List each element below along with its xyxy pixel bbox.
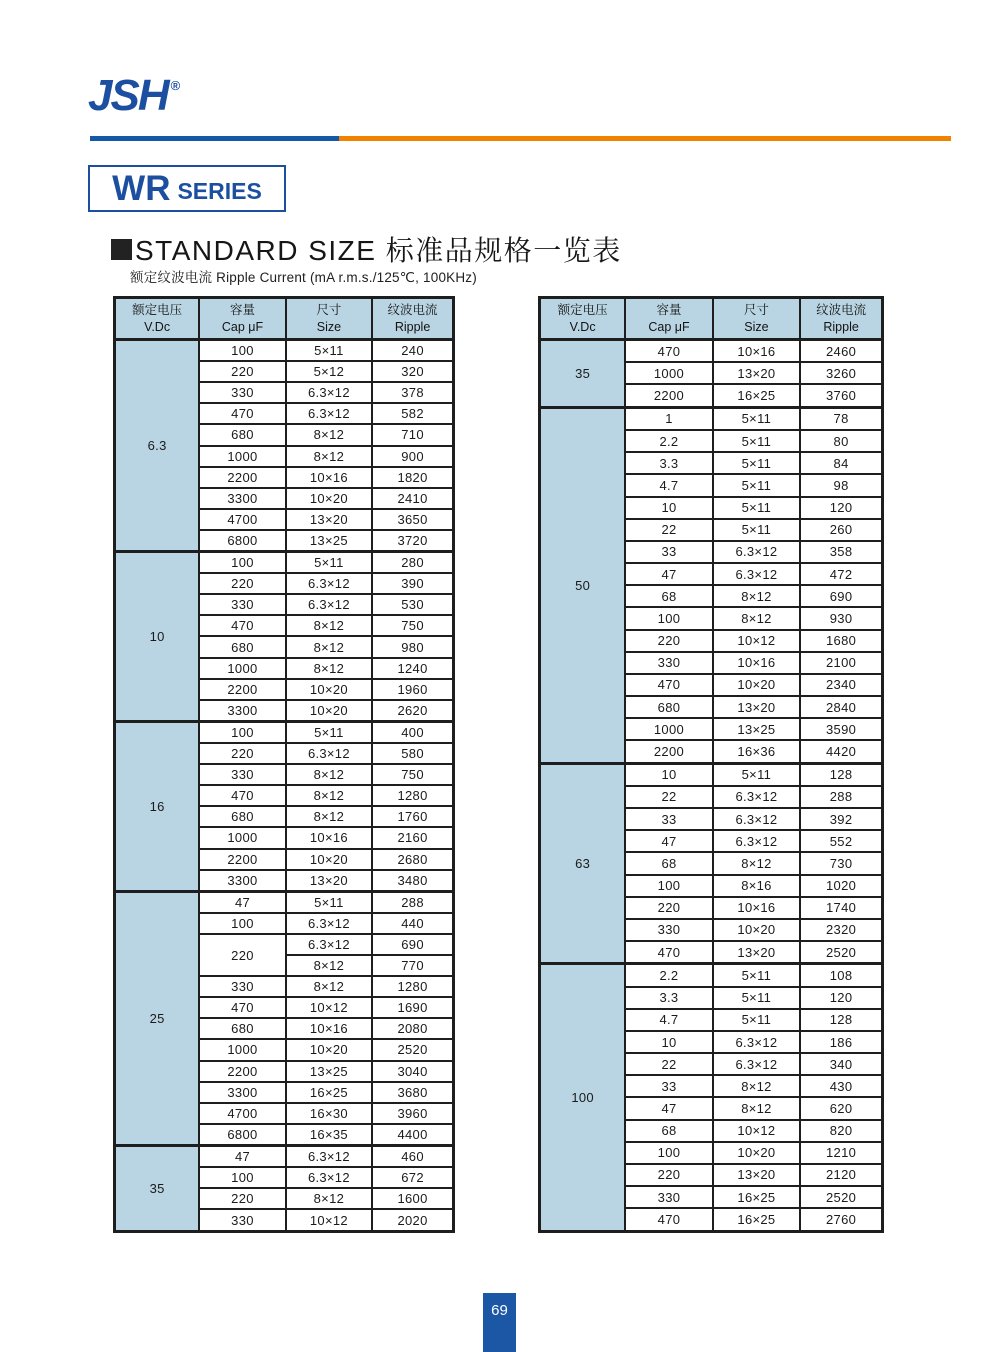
size-cell: 8×12 [286, 424, 372, 445]
ripple-cell: 2100 [800, 652, 882, 674]
ripple-cell: 472 [800, 563, 882, 585]
ripple-cell: 320 [372, 361, 453, 382]
registered-mark-icon: ® [170, 78, 181, 93]
cap-cell: 4.7 [625, 474, 712, 496]
ripple-cell: 2840 [800, 696, 882, 718]
size-cell: 10×12 [286, 997, 372, 1018]
page-title-text: STANDARD SIZE 标准品规格一览表 [135, 235, 622, 266]
ripple-cell: 1600 [372, 1188, 453, 1209]
cap-cell: 33 [625, 541, 712, 563]
size-cell: 6.3×12 [286, 573, 372, 594]
ripple-cell: 280 [372, 552, 453, 574]
ripple-cell: 620 [800, 1097, 882, 1119]
ripple-cell: 3590 [800, 718, 882, 740]
table-row [540, 407, 883, 430]
size-cell: 10×20 [286, 679, 372, 700]
size-cell: 6.3×12 [713, 563, 800, 585]
size-cell: 13×25 [286, 530, 372, 552]
table-row [115, 1145, 454, 1167]
size-cell: 10×16 [713, 897, 800, 919]
cap-cell: 2200 [199, 1061, 285, 1082]
ripple-cell: 3650 [372, 509, 453, 530]
ripple-cell: 690 [372, 934, 453, 955]
cap-cell: 470 [625, 674, 712, 696]
cap-cell: 100 [199, 721, 285, 743]
ripple-cell: 1820 [372, 467, 453, 488]
size-cell: 10×20 [286, 1039, 372, 1060]
cap-cell: 330 [199, 976, 285, 997]
size-cell: 6.3×12 [286, 382, 372, 403]
voltage-cell: 63 [540, 763, 626, 964]
series-name: WR [112, 169, 171, 208]
ripple-cell: 4420 [800, 740, 882, 763]
size-cell: 10×12 [713, 630, 800, 652]
jsh-logo [88, 71, 181, 120]
cap-cell: 330 [625, 919, 712, 941]
ripple-cell: 440 [372, 913, 453, 934]
cap-cell: 330 [625, 1186, 712, 1208]
cap-cell: 330 [199, 382, 285, 403]
ripple-cell: 1960 [372, 679, 453, 700]
size-cell: 10×20 [713, 674, 800, 696]
ripple-cell: 2320 [800, 919, 882, 941]
column-header: 容量 Cap μF [625, 298, 712, 340]
cap-cell: 100 [199, 1167, 285, 1188]
cap-cell: 1000 [199, 827, 285, 848]
page-number: 69 [483, 1293, 516, 1352]
cap-cell: 2200 [199, 849, 285, 870]
size-cell: 5×11 [713, 763, 800, 786]
size-cell: 6.3×12 [286, 594, 372, 615]
size-cell: 6.3×12 [286, 1145, 372, 1167]
ripple-cell: 2520 [800, 1186, 882, 1208]
ripple-cell: 2020 [372, 1209, 453, 1231]
ripple-cell: 80 [800, 430, 882, 452]
size-cell: 16×25 [286, 1082, 372, 1103]
ripple-cell: 820 [800, 1120, 882, 1142]
size-cell: 6.3×12 [286, 913, 372, 934]
ripple-cell: 4400 [372, 1124, 453, 1146]
size-cell: 6.3×12 [713, 541, 800, 563]
voltage-cell: 16 [115, 721, 200, 891]
column-header: 纹波电流 Ripple [372, 298, 453, 340]
ripple-cell: 1280 [372, 976, 453, 997]
size-cell: 8×12 [286, 806, 372, 827]
ripple-cell: 3760 [800, 384, 882, 407]
cap-cell: 47 [625, 1097, 712, 1119]
column-header: 容量 Cap μF [199, 298, 285, 340]
cap-cell: 10 [625, 763, 712, 786]
cap-cell: 1000 [199, 1039, 285, 1060]
size-cell: 10×16 [713, 652, 800, 674]
cap-cell: 4.7 [625, 1009, 712, 1031]
table-row [540, 763, 883, 786]
cap-cell: 3300 [199, 488, 285, 509]
cap-cell: 3300 [199, 700, 285, 722]
cap-cell: 68 [625, 852, 712, 874]
ripple-cell: 128 [800, 763, 882, 786]
cap-cell: 10 [625, 497, 712, 519]
ripple-cell: 1690 [372, 997, 453, 1018]
cap-cell: 6800 [199, 1124, 285, 1146]
cap-cell: 680 [625, 696, 712, 718]
cap-cell: 330 [199, 1209, 285, 1231]
ripple-cell: 392 [800, 808, 882, 830]
ripple-cell: 288 [800, 786, 882, 808]
cap-cell: 33 [625, 1075, 712, 1097]
cap-cell: 470 [625, 1208, 712, 1231]
size-cell: 8×12 [286, 446, 372, 467]
page-title [111, 229, 622, 269]
size-cell: 5×11 [713, 497, 800, 519]
size-cell: 8×12 [713, 585, 800, 607]
ripple-cell: 980 [372, 636, 453, 657]
voltage-cell: 10 [115, 552, 200, 722]
cap-cell: 680 [199, 424, 285, 445]
size-cell: 10×16 [286, 827, 372, 848]
cap-cell: 470 [625, 941, 712, 964]
size-cell: 8×12 [286, 785, 372, 806]
column-header: 尺寸 Size [286, 298, 372, 340]
cap-cell: 1000 [199, 658, 285, 679]
cap-cell: 4700 [199, 509, 285, 530]
size-cell: 8×12 [713, 852, 800, 874]
cap-cell: 2.2 [625, 430, 712, 452]
cap-cell: 47 [625, 563, 712, 585]
cap-cell: 470 [199, 785, 285, 806]
ripple-cell: 2680 [372, 849, 453, 870]
header-row [540, 298, 883, 340]
size-cell: 10×16 [286, 1018, 372, 1039]
size-cell: 5×11 [713, 964, 800, 987]
size-cell: 10×20 [713, 1142, 800, 1164]
size-cell: 5×11 [286, 891, 372, 913]
size-cell: 8×12 [713, 1097, 800, 1119]
size-cell: 13×25 [713, 718, 800, 740]
voltage-cell: 6.3 [115, 340, 200, 552]
size-cell: 16×35 [286, 1124, 372, 1146]
size-cell: 5×11 [286, 721, 372, 743]
ripple-cell: 460 [372, 1145, 453, 1167]
cap-cell: 68 [625, 585, 712, 607]
size-cell: 6.3×12 [713, 1053, 800, 1075]
ripple-cell: 2340 [800, 674, 882, 696]
size-cell: 16×25 [713, 1186, 800, 1208]
ripple-cell: 98 [800, 474, 882, 496]
ripple-cell: 288 [372, 891, 453, 913]
size-cell: 8×16 [713, 875, 800, 897]
size-cell: 5×11 [713, 430, 800, 452]
ripple-cell: 430 [800, 1075, 882, 1097]
ripple-cell: 2080 [372, 1018, 453, 1039]
ripple-cell: 400 [372, 721, 453, 743]
ripple-cell: 1760 [372, 806, 453, 827]
size-cell: 5×12 [286, 361, 372, 382]
ripple-cell: 3260 [800, 362, 882, 384]
voltage-cell: 35 [115, 1145, 200, 1231]
cap-cell: 680 [199, 806, 285, 827]
size-cell: 13×20 [713, 362, 800, 384]
ripple-cell: 1020 [800, 875, 882, 897]
size-cell: 16×25 [713, 384, 800, 407]
table-row [540, 340, 883, 363]
cap-cell: 680 [199, 636, 285, 657]
cap-cell: 68 [625, 1120, 712, 1142]
ripple-cell: 390 [372, 573, 453, 594]
size-cell: 10×12 [286, 1209, 372, 1231]
ripple-cell: 128 [800, 1009, 882, 1031]
cap-cell: 3300 [199, 1082, 285, 1103]
size-cell: 6.3×12 [713, 830, 800, 852]
cap-cell: 680 [199, 1018, 285, 1039]
cap-cell: 2200 [199, 467, 285, 488]
voltage-cell: 50 [540, 407, 626, 763]
ripple-cell: 1240 [372, 658, 453, 679]
cap-cell: 22 [625, 1053, 712, 1075]
voltage-cell: 35 [540, 340, 626, 408]
ripple-cell: 1740 [800, 897, 882, 919]
cap-cell: 330 [199, 764, 285, 785]
ripple-cell: 1280 [372, 785, 453, 806]
cap-cell: 3300 [199, 870, 285, 892]
column-header: 额定电压 V.Dc [115, 298, 200, 340]
ripple-cell: 2760 [800, 1208, 882, 1231]
cap-cell: 1000 [625, 362, 712, 384]
ripple-cell: 672 [372, 1167, 453, 1188]
cap-cell: 22 [625, 519, 712, 541]
table-row [540, 964, 883, 987]
size-cell: 5×11 [286, 340, 372, 362]
size-cell: 10×20 [286, 488, 372, 509]
size-cell: 5×11 [713, 1009, 800, 1031]
ripple-cell: 2120 [800, 1164, 882, 1186]
cap-cell: 470 [625, 340, 712, 363]
size-cell: 10×12 [713, 1120, 800, 1142]
size-cell: 5×11 [713, 407, 800, 430]
size-cell: 5×11 [713, 474, 800, 496]
header-row [115, 298, 454, 340]
cap-cell: 6800 [199, 530, 285, 552]
size-cell: 6.3×12 [286, 934, 372, 955]
ripple-cell: 2160 [372, 827, 453, 848]
table-row [115, 340, 454, 362]
ripple-cell: 260 [800, 519, 882, 541]
table-row [115, 891, 454, 913]
cap-cell: 22 [625, 786, 712, 808]
ripple-cell: 78 [800, 407, 882, 430]
cap-cell: 330 [199, 594, 285, 615]
cap-cell: 330 [625, 652, 712, 674]
ripple-cell: 120 [800, 497, 882, 519]
size-cell: 8×12 [286, 1188, 372, 1209]
cap-cell: 220 [625, 630, 712, 652]
jsh-logo-text: JSH [88, 71, 168, 120]
cap-cell: 100 [625, 875, 712, 897]
ripple-cell: 730 [800, 852, 882, 874]
ripple-cell: 358 [800, 541, 882, 563]
ripple-cell: 1680 [800, 630, 882, 652]
size-cell: 6.3×12 [713, 808, 800, 830]
series-badge [88, 165, 286, 212]
size-cell: 13×20 [286, 870, 372, 892]
size-cell: 8×12 [286, 764, 372, 785]
cap-cell: 47 [199, 891, 285, 913]
size-cell: 13×20 [713, 1164, 800, 1186]
size-cell: 6.3×12 [286, 743, 372, 764]
size-cell: 10×20 [286, 849, 372, 870]
size-cell: 5×11 [713, 987, 800, 1009]
ripple-cell: 84 [800, 452, 882, 474]
size-cell: 5×11 [286, 552, 372, 574]
cap-cell: 100 [199, 913, 285, 934]
header-divider [90, 136, 951, 141]
ripple-cell: 120 [800, 987, 882, 1009]
ripple-cell: 186 [800, 1031, 882, 1053]
ripple-cell: 1210 [800, 1142, 882, 1164]
cap-cell: 220 [199, 743, 285, 764]
size-cell: 8×12 [713, 1075, 800, 1097]
size-cell: 6.3×12 [286, 403, 372, 424]
cap-cell: 220 [625, 897, 712, 919]
size-cell: 10×20 [713, 919, 800, 941]
ripple-cell: 530 [372, 594, 453, 615]
cap-cell: 100 [199, 552, 285, 574]
cap-cell: 3.3 [625, 452, 712, 474]
size-cell: 8×12 [286, 658, 372, 679]
size-cell: 5×11 [713, 519, 800, 541]
cap-cell: 2200 [625, 384, 712, 407]
size-cell: 8×12 [286, 636, 372, 657]
ripple-cell: 3480 [372, 870, 453, 892]
cap-cell: 220 [199, 361, 285, 382]
column-header: 额定电压 V.Dc [540, 298, 626, 340]
cap-cell: 1 [625, 407, 712, 430]
ripple-cell: 108 [800, 964, 882, 987]
ripple-cell: 240 [372, 340, 453, 362]
cap-cell: 470 [199, 615, 285, 636]
cap-cell: 100 [625, 1142, 712, 1164]
cap-cell: 220 [199, 1188, 285, 1209]
ripple-cell: 930 [800, 607, 882, 629]
ripple-cell: 2620 [372, 700, 453, 722]
ripple-cell: 900 [372, 446, 453, 467]
size-cell: 13×20 [286, 509, 372, 530]
ripple-cell: 552 [800, 830, 882, 852]
series-suffix: SERIES [177, 178, 262, 204]
size-cell: 6.3×12 [713, 1031, 800, 1053]
ripple-current-note: 额定纹波电流 Ripple Current (mA r.m.s./125℃, 100KHz) [130, 270, 477, 285]
size-cell: 8×12 [713, 607, 800, 629]
size-cell: 8×12 [286, 955, 372, 976]
table-row [115, 552, 454, 574]
ripple-cell: 2520 [800, 941, 882, 964]
size-cell: 10×16 [713, 340, 800, 363]
column-header: 尺寸 Size [713, 298, 800, 340]
cap-cell: 1000 [199, 446, 285, 467]
cap-cell: 100 [199, 340, 285, 362]
ripple-cell: 770 [372, 955, 453, 976]
size-cell: 6.3×12 [713, 786, 800, 808]
size-cell: 13×20 [713, 941, 800, 964]
black-square-icon [111, 239, 132, 260]
ripple-cell: 2410 [372, 488, 453, 509]
size-cell: 8×12 [286, 976, 372, 997]
voltage-cell: 100 [540, 964, 626, 1232]
ripple-cell: 378 [372, 382, 453, 403]
cap-cell: 1000 [625, 718, 712, 740]
size-cell: 10×16 [286, 467, 372, 488]
size-cell: 13×20 [713, 696, 800, 718]
divider-orange-segment [339, 136, 951, 141]
ripple-cell: 582 [372, 403, 453, 424]
ripple-cell: 750 [372, 615, 453, 636]
spec-table-left [113, 296, 455, 1233]
cap-cell: 220 [199, 934, 285, 976]
ripple-cell: 750 [372, 764, 453, 785]
size-cell: 8×12 [286, 615, 372, 636]
cap-cell: 220 [625, 1164, 712, 1186]
cap-cell: 220 [199, 573, 285, 594]
ripple-cell: 710 [372, 424, 453, 445]
cap-cell: 3.3 [625, 987, 712, 1009]
size-cell: 5×11 [713, 452, 800, 474]
ripple-cell: 3960 [372, 1103, 453, 1124]
size-cell: 16×36 [713, 740, 800, 763]
size-cell: 6.3×12 [286, 1167, 372, 1188]
ripple-cell: 3720 [372, 530, 453, 552]
size-cell: 10×20 [286, 700, 372, 722]
size-cell: 16×25 [713, 1208, 800, 1231]
ripple-cell: 690 [800, 585, 882, 607]
cap-cell: 33 [625, 808, 712, 830]
size-cell: 13×25 [286, 1061, 372, 1082]
ripple-cell: 340 [800, 1053, 882, 1075]
ripple-cell: 580 [372, 743, 453, 764]
cap-cell: 47 [625, 830, 712, 852]
size-cell: 16×30 [286, 1103, 372, 1124]
cap-cell: 2200 [625, 740, 712, 763]
cap-cell: 10 [625, 1031, 712, 1053]
cap-cell: 2200 [199, 679, 285, 700]
spec-table-right [538, 296, 884, 1233]
divider-blue-segment [90, 136, 339, 141]
table-row [115, 721, 454, 743]
ripple-cell: 3680 [372, 1082, 453, 1103]
ripple-cell: 2460 [800, 340, 882, 363]
ripple-cell: 2520 [372, 1039, 453, 1060]
cap-cell: 2.2 [625, 964, 712, 987]
cap-cell: 470 [199, 403, 285, 424]
cap-cell: 4700 [199, 1103, 285, 1124]
cap-cell: 47 [199, 1145, 285, 1167]
cap-cell: 100 [625, 607, 712, 629]
column-header: 纹波电流 Ripple [800, 298, 882, 340]
ripple-cell: 3040 [372, 1061, 453, 1082]
voltage-cell: 25 [115, 891, 200, 1145]
cap-cell: 470 [199, 997, 285, 1018]
